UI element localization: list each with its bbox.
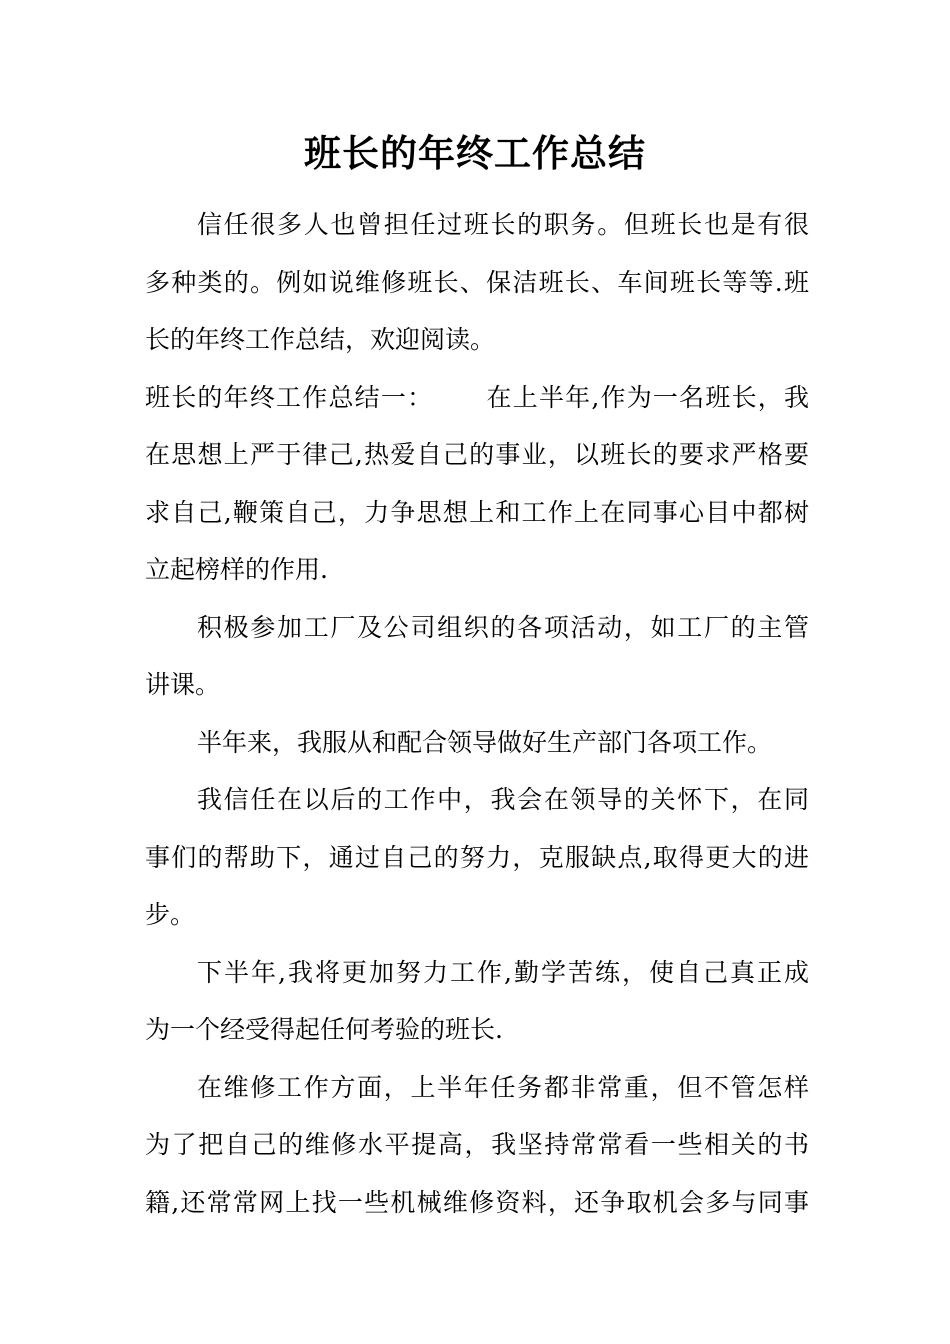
text-line: 籍,还常常网上找一些机械维修资料，还争取机会多与同事 [145,1187,809,1217]
text-line: 为了把自己的维修水平提高，我坚持常常看一些相关的书 [145,1130,809,1159]
text-line: 在思想上严于律己,热爱自己的事业，以班长的要求严格要 [145,440,809,469]
text-line: 立起榜样的作用. [145,555,328,584]
text-line: 为一个经受得起任何考验的班长. [145,1015,503,1044]
text-line: 积极参加工厂及公司组织的各项活动，如工厂的主管 [197,612,809,642]
text-line: 长的年终工作总结，欢迎阅读。 [145,325,496,354]
text-line: 多种类的。例如说维修班长、保洁班长、车间班长等等.班 [145,267,809,297]
text-line: 求自己,鞭策自己，力争思想上和工作上在同事心目中都树 [145,497,809,527]
text-line: 半年来，我服从和配合领导做好生产部门各项工作。 [197,727,773,757]
document-body [145,196,809,1231]
section-heading: 班长的年终工作总结一： [145,382,434,412]
text-line: 信任很多人也曾担任过班长的职务。但班长也是有很 [197,210,809,239]
text-line: 在维修工作方面，上半年任务都非常重，但不管怎样 [197,1072,809,1102]
text-line: 事们的帮助下，通过自己的努力，克服缺点,取得更大的进 [145,842,809,872]
section-first-text: 在上半年,作为一名班长，我 [485,382,809,412]
document-title: 班长的年终工作总结 [304,131,646,175]
text-line: 我信任在以后的工作中，我会在领导的关怀下，在同 [197,785,809,814]
section-heading-line [145,369,809,427]
text-line: 步。 [145,900,196,929]
text-line: 讲课。 [145,670,221,699]
text-line: 下半年,我将更加努力工作,勤学苦练，使自己真正成 [197,957,809,987]
